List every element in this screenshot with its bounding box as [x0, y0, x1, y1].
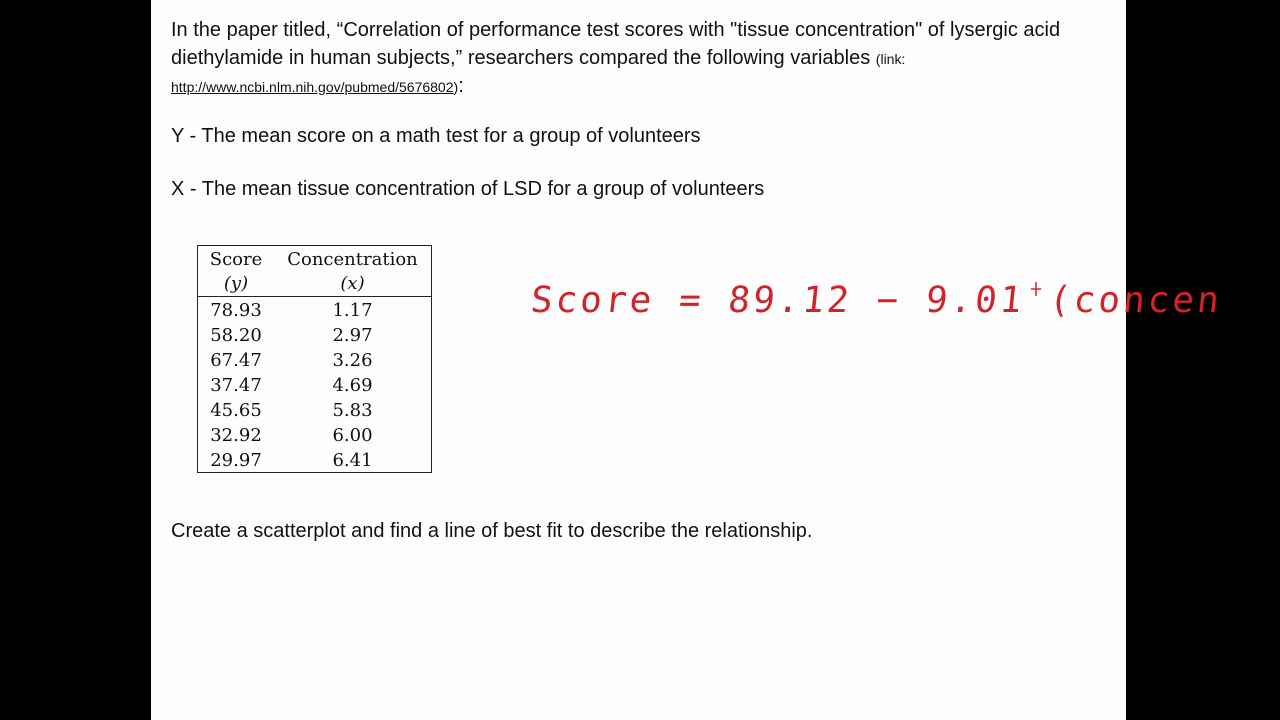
score-cell: 78.93	[210, 300, 262, 321]
crosshair-cursor-icon	[1028, 281, 1044, 297]
worksheet-page	[151, 0, 1225, 720]
table-row	[198, 348, 431, 373]
pubmed-link[interactable]: http://www.ncbi.nlm.nih.gov/pubmed/5676802	[171, 79, 454, 95]
header-concentration	[274, 248, 431, 296]
concentration-cell: 1.17	[332, 300, 373, 321]
score-cell: 45.65	[210, 400, 262, 421]
concentration-cell: 4.69	[332, 375, 373, 396]
score-cell: 58.20	[210, 325, 262, 346]
concentration-cell: 3.26	[332, 350, 373, 371]
task-prompt: Create a scatterplot and find a line of best fit to describe the relationship.	[171, 520, 813, 542]
variable-y-description: Y - The mean score on a math test for a group of volunteers	[171, 125, 701, 147]
table-row	[198, 323, 431, 348]
header-score-label: Score	[209, 249, 263, 270]
table-row	[198, 448, 431, 473]
header-score	[198, 248, 274, 296]
concentration-cell: 2.97	[332, 325, 373, 346]
header-concentration-symbol: (x)	[340, 273, 365, 294]
intro-paragraph	[171, 17, 1071, 102]
header-score-symbol: (y)	[223, 273, 249, 294]
concentration-cell: 5.83	[332, 400, 373, 421]
handwritten-equation	[528, 272, 1225, 352]
intro-colon: :	[458, 75, 464, 97]
score-cell: 67.47	[210, 350, 262, 371]
score-cell: 37.47	[210, 375, 262, 396]
link-suffix: )	[453, 79, 459, 95]
score-cell: 32.92	[210, 425, 262, 446]
variable-x-description: X - The mean tissue concentration of LSD for a group of volunteers	[171, 178, 765, 200]
concentration-cell: 6.00	[332, 425, 373, 446]
handwritten-equation-text: Score = 89.12 − 9.01 (concen	[528, 280, 1225, 321]
score-cell: 29.97	[210, 450, 262, 471]
concentration-cell: 6.41	[332, 450, 373, 471]
table-body	[198, 297, 431, 473]
table-row	[198, 398, 431, 423]
data-table	[197, 245, 432, 473]
link-prefix: (link:	[875, 50, 906, 67]
table-header	[198, 246, 431, 297]
table-row	[198, 423, 431, 448]
intro-text: In the paper titled, “Correlation of performance test scores with "tissue concentration" of lysergic acid diethylamide in human subjects,” researchers compared the following variables	[171, 19, 1061, 69]
header-concentration-label: Concentration	[287, 249, 418, 270]
table-row	[198, 298, 431, 323]
table-row	[198, 373, 431, 398]
